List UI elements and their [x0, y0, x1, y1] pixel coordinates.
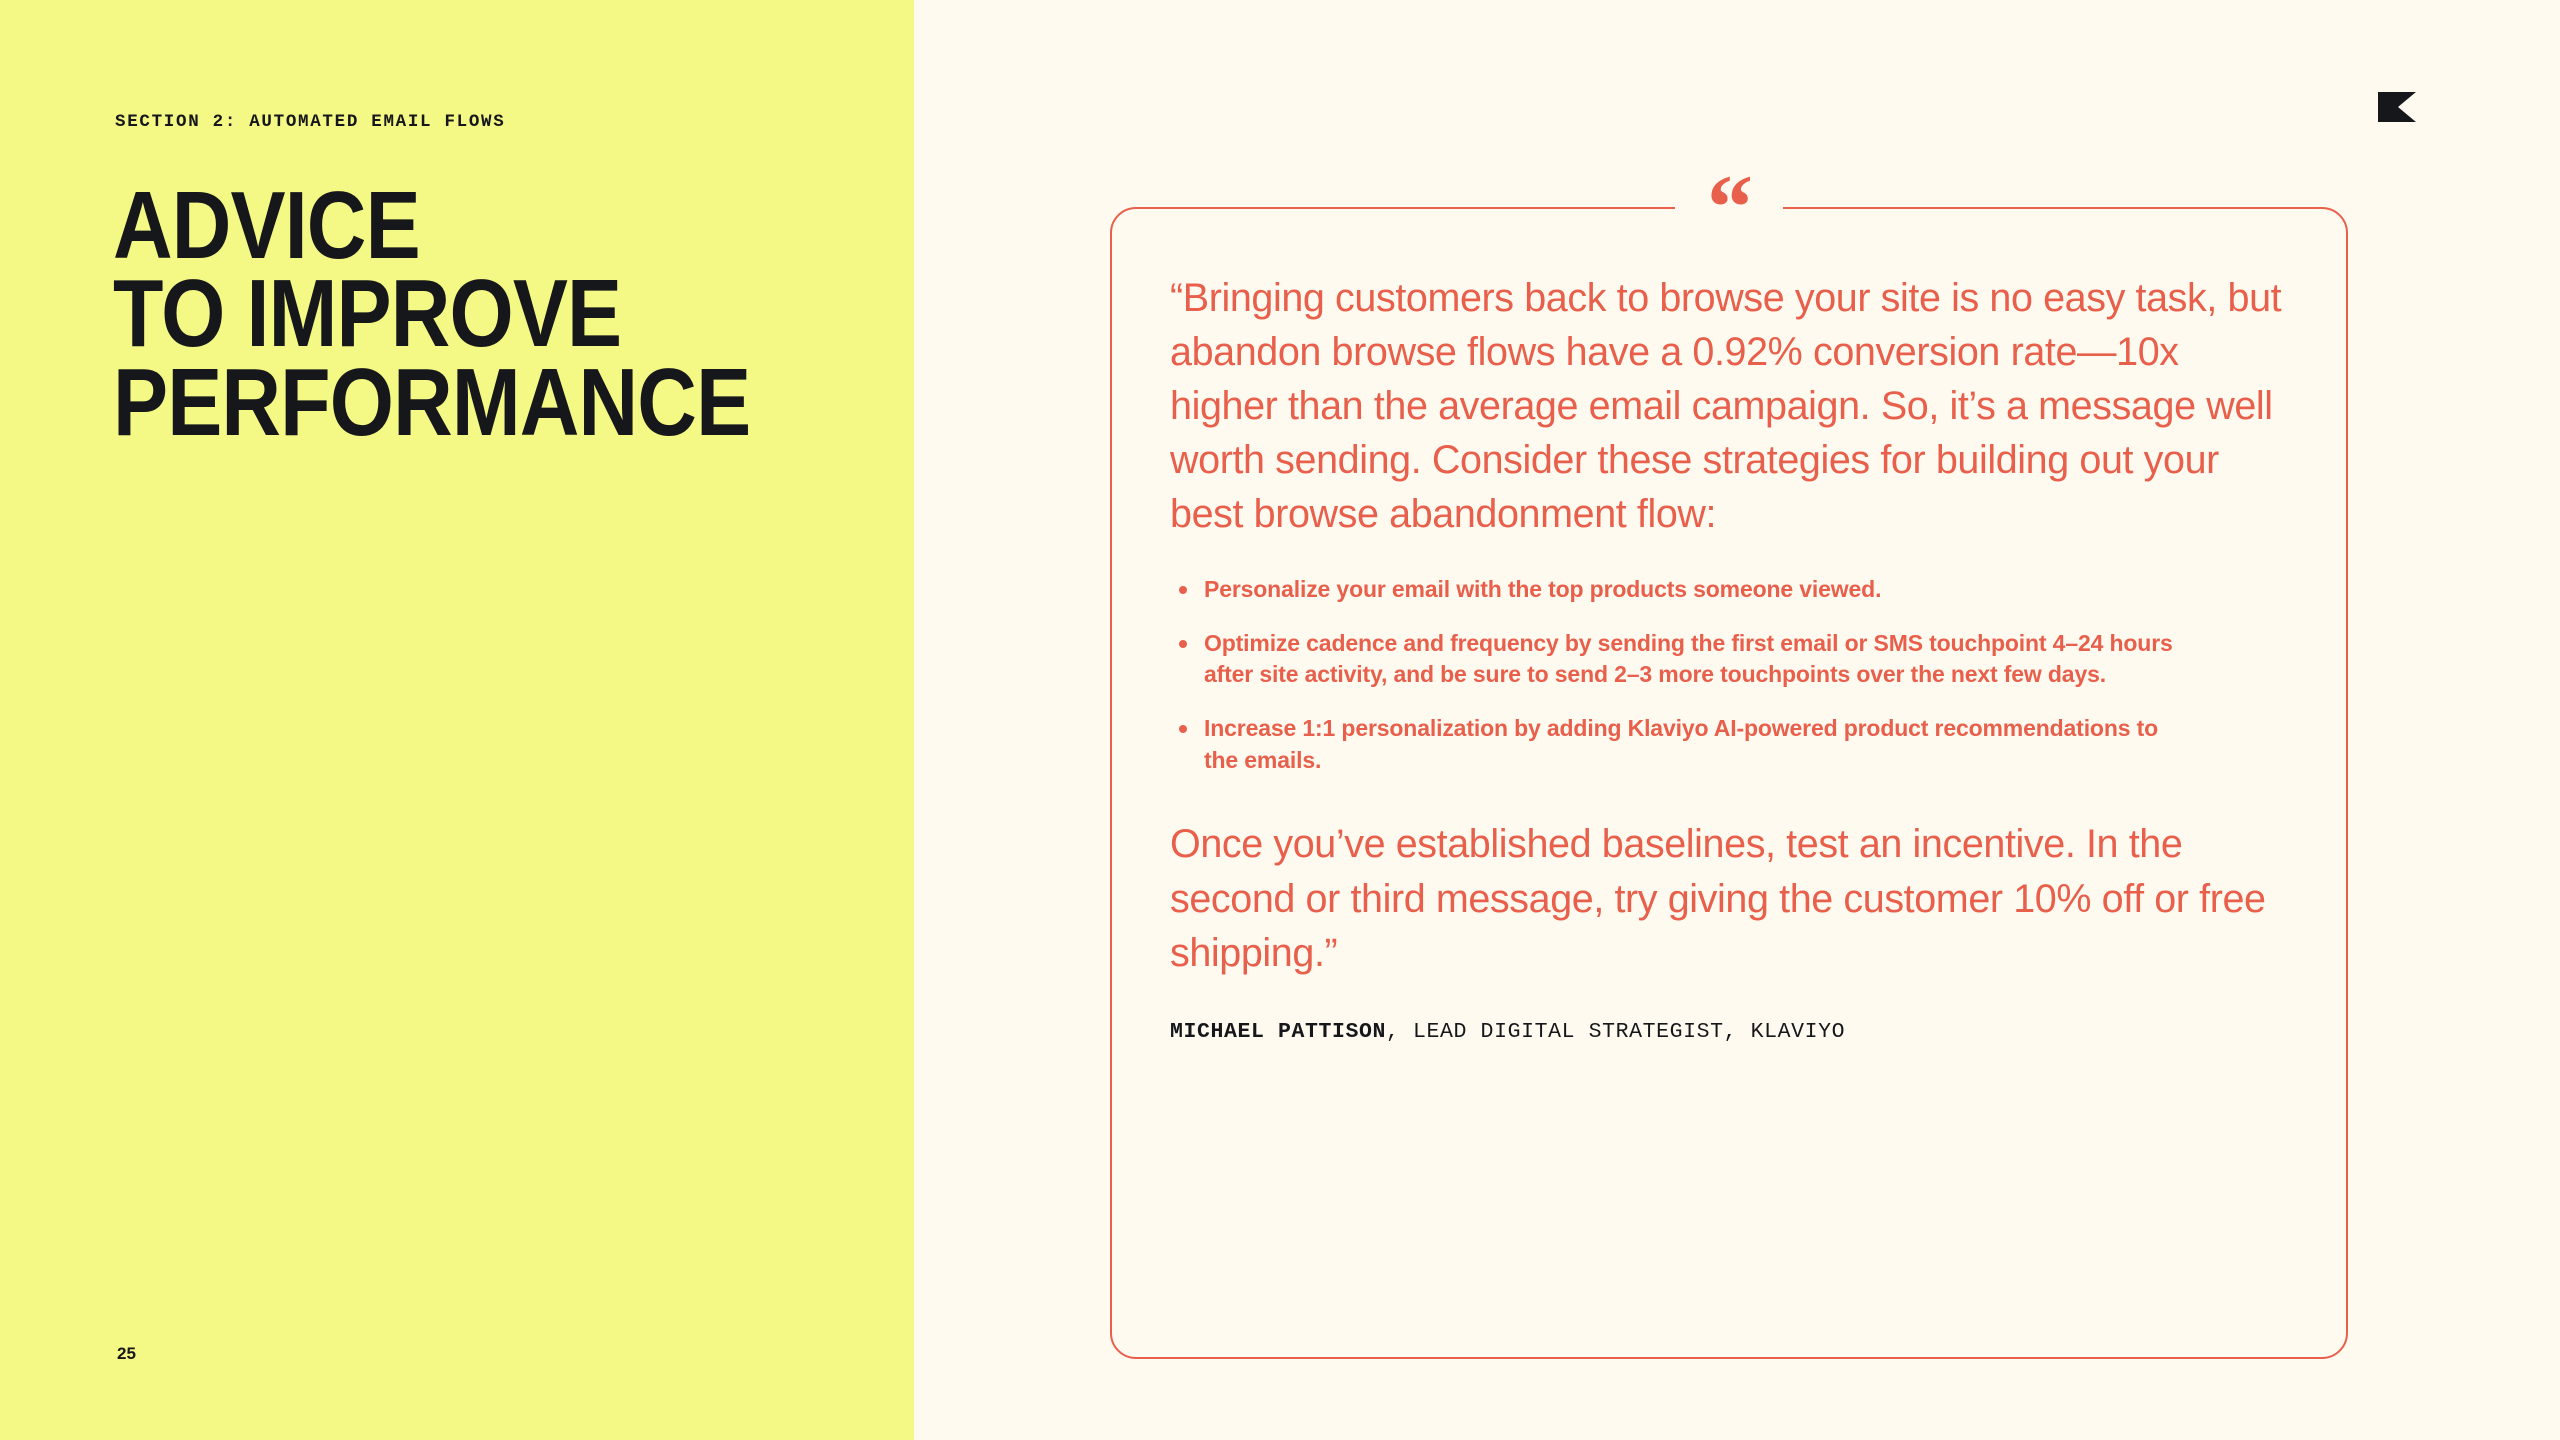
list-item: Personalize your email with the top products someone viewed.	[1170, 574, 2180, 606]
strategy-bullet-list	[1170, 574, 2288, 778]
section-eyebrow: SECTION 2: AUTOMATED EMAIL FLOWS	[115, 112, 506, 132]
klaviyo-flag-logo-icon	[2376, 90, 2418, 124]
page-number: 25	[117, 1344, 136, 1363]
quote-card-content	[1170, 271, 2288, 1044]
page-title-line-3: PERFORMANCE	[113, 348, 751, 456]
left-title-panel	[0, 0, 914, 1440]
quote-lead-paragraph: “Bringing customers back to browse your site is no easy task, but abandon browse flows have a 0.92% conversion rate—10x higher than the average email campaign. So, it’s a message well worth sending. Consider these strategies for building out your best browse abandonment flow:	[1170, 276, 2282, 537]
list-item: Optimize cadence and frequency by sending the first email or SMS touchpoint 4–24 hours after site activity, and be sure to send 2–3 more touchpoints over the next few days.	[1170, 628, 2180, 692]
attribution-name: MICHAEL PATTISON	[1170, 1019, 1387, 1044]
right-content-panel	[914, 0, 2560, 1440]
quote-tail-paragraph: Once you’ve established baselines, test an incentive. In the second or third message, try giving the customer 10% off or free shipping.”	[1170, 822, 2266, 975]
quote-card	[1110, 156, 2348, 1359]
quote-mark-icon: “	[1707, 156, 1751, 258]
page-title-line-1: ADVICE	[113, 172, 420, 279]
list-item: Increase 1:1 personalization by adding Klaviyo AI-powered product recommendations to the emails.	[1170, 713, 2180, 777]
page-title	[113, 172, 751, 456]
attribution-role: , LEAD DIGITAL STRATEGIST, KLAVIYO	[1386, 1019, 1846, 1044]
page-title-line-2: TO IMPROVE	[113, 260, 622, 368]
quote-attribution	[1170, 1020, 2288, 1044]
